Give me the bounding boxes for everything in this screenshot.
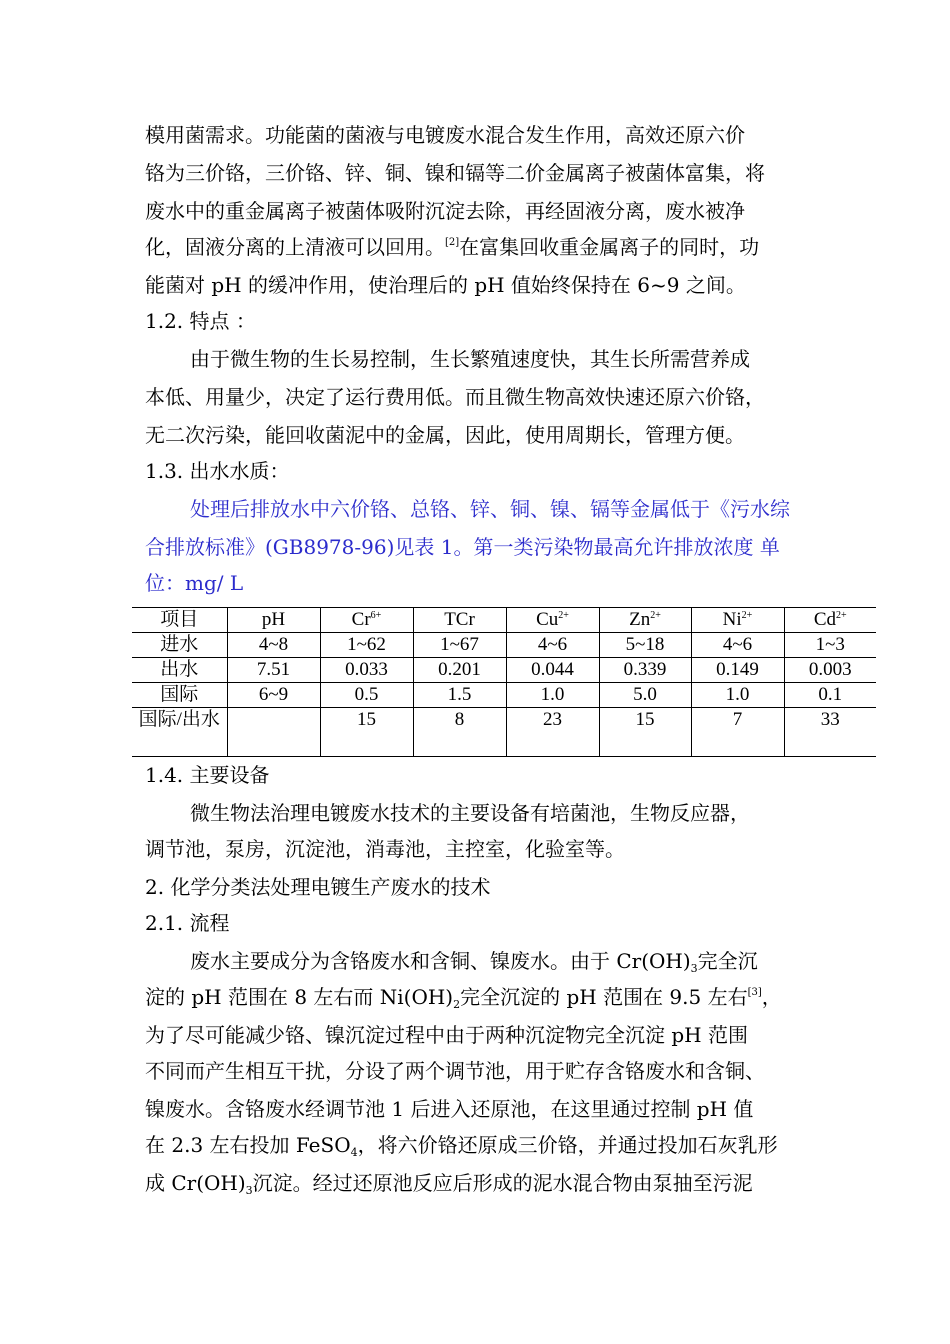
table-cell: 出水 (132, 658, 227, 683)
section-heading: 1.4. 主要设备 (145, 763, 270, 787)
table-cell: 1.5 (413, 683, 506, 708)
table-cell: 4~6 (691, 633, 784, 658)
table-header-cell: $Cr^{6+}$ (320, 608, 413, 633)
table-header-cell: $Cd^{2+}$ (784, 608, 876, 633)
table-cell: 0.339 (599, 658, 691, 683)
table-cell: 4~6 (506, 633, 599, 658)
table-cell: 0.033 (320, 658, 413, 683)
table-cell: 7 (691, 708, 784, 757)
paragraph-line: 无二次污染，能回收菌泥中的金属，因此，使用周期长，管理方便。 (145, 423, 745, 447)
paragraph-line: 废水中的重金属离子被菌体吸附沉淀去除，再经固液分离，废水被净 (145, 199, 745, 223)
unit-line: 位：mg/ L (145, 571, 244, 595)
table-row (132, 708, 876, 757)
highlight-line: 处理后排放水中六价铬、总铬、锌、铜、镍、镉等金属低于《污水综 (190, 497, 790, 521)
table-row (132, 683, 876, 708)
table-cell: 5.0 (599, 683, 691, 708)
table-cell: 15 (599, 708, 691, 757)
paragraph-line: 铬为三价铬，三价铬、锌、铜、镍和镉等二价金属离子被菌体富集，将 (145, 161, 765, 185)
paragraph-line (145, 232, 759, 262)
paragraph-line: 成 $Cr(OH)_3$沉淀。经过还原池反应后形成的泥水混合物由泵抽至污泥 (145, 1171, 753, 1197)
table-cell: 6~9 (227, 683, 320, 708)
paragraph-line: 本低、用量少，决定了运行费用低。而且微生物高效快速还原六价铬， (145, 385, 765, 409)
section-heading: 1.2. 特点 ： (145, 309, 256, 333)
table-row (132, 658, 876, 683)
table-cell: 8 (413, 708, 506, 757)
section-heading: 1.3. 出水水质： (145, 459, 290, 483)
paragraph-text: 化，固液分离的上清液可以回用。 (145, 235, 445, 259)
paragraph-text: 在富集回收重金属离子的同时，功 (459, 235, 760, 259)
paragraph-line: 废水主要成分为含铬废水和含铜、镍废水。由于 $Cr(OH)_3$完全沉 (190, 949, 758, 975)
table-cell: 0.149 (691, 658, 784, 683)
paragraph-line: 模用菌需求。功能菌的菌液与电镀废水混合发生作用，高效还原六价 (145, 123, 745, 147)
table-row (132, 633, 876, 658)
citation-ref: [2] (445, 237, 460, 248)
paragraph-line: 镍废水。含铬废水经调节池 1 后进入还原池，在这里通过控制 pH 值 (145, 1097, 754, 1121)
section-heading: 2. 化学分类法处理电镀生产废水的技术 (145, 875, 491, 899)
table-header-cell: $Cu^{2+}$ (506, 608, 599, 633)
table-cell: 5~18 (599, 633, 691, 658)
table-cell: 0.201 (413, 658, 506, 683)
paragraph-line: 为了尽可能减少铬、镍沉淀过程中由于两种沉淀物完全沉淀 pH 范围 (145, 1023, 748, 1047)
paragraph-line: 不同而产生相互干扰，分设了两个调节池，用于贮存含铬废水和含铜、 (145, 1059, 765, 1083)
citation-ref: [3] (747, 987, 762, 998)
table-header-cell: TCr (413, 608, 506, 633)
paragraph-line: 由于微生物的生长易控制，生长繁殖速度快，其生长所需营养成 (190, 347, 750, 371)
table-cell: 进水 (132, 633, 227, 658)
paragraph-line: 调节池，泵房，沉淀池，消毒池，主控室，化验室等。 (145, 837, 625, 861)
paragraph-line: 在 2.3 左右投加 FeSO$_4$，将六价铬还原成三价铬，并通过投加石灰乳形 (145, 1133, 778, 1159)
table-cell: 7.51 (227, 658, 320, 683)
table-cell: 国际 (132, 683, 227, 708)
paragraph-line: 微生物法治理电镀废水技术的主要设备有培菌池，生物反应器， (190, 801, 750, 825)
paragraph-line: 淀的 pH 范围在 8 左右而 $Ni(OH)_2$完全沉淀的 pH 范围在 9.5 左右[3]， (145, 985, 782, 1011)
table-cell: 15 (320, 708, 413, 757)
table-cell: 0.003 (784, 658, 876, 683)
table-cell: 23 (506, 708, 599, 757)
table-cell: 1.0 (691, 683, 784, 708)
table-header-cell: $Ni^{2+}$ (691, 608, 784, 633)
table-header-cell: pH (227, 608, 320, 633)
table-header-cell: 项目 (132, 608, 227, 633)
table-header-cell: $Zn^{2+}$ (599, 608, 691, 633)
table-cell (227, 708, 320, 757)
table-cell: 33 (784, 708, 876, 757)
table-cell: 4~8 (227, 633, 320, 658)
section-heading: 2.1. 流程 (145, 911, 230, 935)
table-cell: 0.1 (784, 683, 876, 708)
table-cell: 1~62 (320, 633, 413, 658)
table-cell: 0.044 (506, 658, 599, 683)
table-cell: 国际/出水 (132, 708, 227, 757)
table-cell: 1~3 (784, 633, 876, 658)
table-cell: 0.5 (320, 683, 413, 708)
paragraph-line: 能菌对 pH 的缓冲作用，使治理后的 pH 值始终保持在 6~9 之间。 (145, 273, 746, 297)
table-cell: 1~67 (413, 633, 506, 658)
pollutant-table (132, 607, 876, 757)
table-header-row (132, 608, 876, 633)
table-cell: 1.0 (506, 683, 599, 708)
highlight-line: 合排放标准》(GB8978-96)见表 1。第一类污染物最高允许排放浓度 单 (145, 535, 780, 559)
